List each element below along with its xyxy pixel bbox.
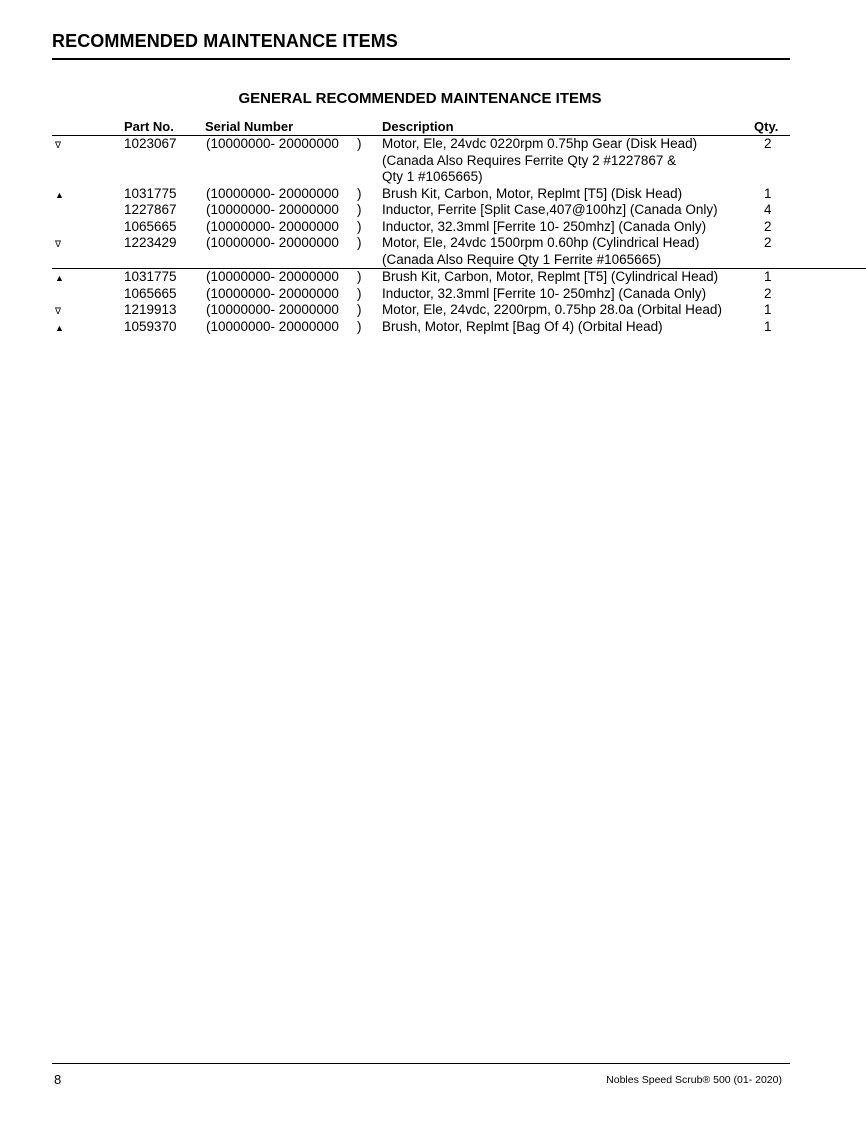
description-line: Brush Kit, Carbon, Motor, Replmt [T5] (Cylindrical Head) <box>382 269 719 284</box>
table-row <box>0 286 866 303</box>
part-number: 1227867 <box>124 202 177 217</box>
quantity: 2 <box>764 285 772 301</box>
quantity: 2 <box>764 136 772 151</box>
part-number: 1059370 <box>124 318 177 334</box>
description-line: Qty 1 #1065665) <box>382 169 483 184</box>
document-info: Nobles Speed Scrub® 500 (01- 2020) <box>606 1074 782 1086</box>
description <box>382 269 754 286</box>
replacement-marker-icon: ▲ <box>55 189 64 200</box>
description-line: Inductor, 32.3mml [Ferrite 10- 250mhz] (Canada Only) <box>382 285 707 301</box>
replacement-marker-icon: ∇ <box>55 140 62 150</box>
quantity: 4 <box>764 202 772 217</box>
serial-range-close: ) <box>357 318 362 334</box>
page-title: RECOMMENDED MAINTENANCE ITEMS <box>52 31 398 51</box>
description <box>382 136 754 186</box>
quantity: 1 <box>764 269 772 284</box>
footer-divider <box>52 1063 790 1064</box>
serial-range: (10000000- 20000000 <box>206 318 339 334</box>
table-row <box>0 219 866 236</box>
description <box>382 319 754 336</box>
part-number: 1023067 <box>124 136 177 151</box>
table-row <box>0 319 866 336</box>
serial-range: (10000000- 20000000 <box>206 136 339 151</box>
parts-table <box>0 136 866 335</box>
part-number: 1031775 <box>124 185 177 201</box>
part-number: 1223429 <box>124 235 177 250</box>
serial-range-close: ) <box>357 185 362 201</box>
page-number: 8 <box>54 1072 62 1087</box>
table-row <box>52 268 866 286</box>
serial-range: (10000000- 20000000 <box>206 218 339 234</box>
description-line: Motor, Ele, 24vdc 0220rpm 0.75hp Gear (Disk Head) <box>382 136 698 151</box>
table-row <box>0 202 866 219</box>
description <box>382 186 754 203</box>
description-line: Motor, Ele, 24vdc, 2200rpm, 0.75hp 28.0a (Orbital Head) <box>382 302 722 317</box>
replacement-marker-icon: ∇ <box>55 239 62 249</box>
column-header-qty: Qty. <box>754 119 779 134</box>
description-line: Brush, Motor, Replmt [Bag Of 4) (Orbital Head) <box>382 318 663 334</box>
header-divider <box>52 58 790 60</box>
description <box>382 202 754 219</box>
serial-range: (10000000- 20000000 <box>206 185 339 201</box>
table-row <box>0 302 866 319</box>
part-number: 1065665 <box>124 218 177 234</box>
serial-range: (10000000- 20000000 <box>206 302 339 317</box>
column-header-description: Description <box>382 119 454 134</box>
serial-range-close: ) <box>357 285 362 301</box>
part-number: 1031775 <box>124 269 177 284</box>
serial-range: (10000000- 20000000 <box>206 269 339 284</box>
serial-range-close: ) <box>357 302 362 317</box>
serial-range-close: ) <box>357 235 362 250</box>
quantity: 2 <box>764 235 772 250</box>
column-header-serial-number: Serial Number <box>205 119 294 134</box>
description-line: Motor, Ele, 24vdc 1500rpm 0.60hp (Cylindrical Head) <box>382 235 700 250</box>
replacement-marker-icon: ▲ <box>55 273 64 283</box>
description-line: Inductor, Ferrite [Split Case,407@100hz] (Canada Only) <box>382 202 718 217</box>
serial-range: (10000000- 20000000 <box>206 235 339 250</box>
quantity: 1 <box>764 185 772 201</box>
table-row <box>0 136 866 186</box>
description-line: Brush Kit, Carbon, Motor, Replmt [T5] (Disk Head) <box>382 185 683 201</box>
quantity: 2 <box>764 218 772 234</box>
quantity: 1 <box>764 318 772 334</box>
serial-range-close: ) <box>357 269 362 284</box>
table-row <box>0 235 866 268</box>
description <box>382 219 754 236</box>
table-row <box>0 186 866 203</box>
replacement-marker-icon: ▲ <box>55 322 64 333</box>
description-line: (Canada Also Requires Ferrite Qty 2 #1227867 & <box>382 152 677 168</box>
description <box>382 286 754 303</box>
description-line: (Canada Also Require Qty 1 Ferrite #1065665) <box>382 251 662 267</box>
quantity: 1 <box>764 302 772 317</box>
serial-range: (10000000- 20000000 <box>206 202 339 217</box>
part-number: 1065665 <box>124 285 177 301</box>
section-title: GENERAL RECOMMENDED MAINTENANCE ITEMS <box>238 90 602 107</box>
replacement-marker-icon: ∇ <box>55 306 62 316</box>
description <box>382 302 754 319</box>
serial-range-close: ) <box>357 136 362 151</box>
description <box>382 235 754 268</box>
serial-range: (10000000- 20000000 <box>206 285 339 301</box>
part-number: 1219913 <box>124 302 177 317</box>
serial-range-close: ) <box>357 218 362 234</box>
serial-range-close: ) <box>357 202 362 217</box>
description-line: Inductor, 32.3mml [Ferrite 10- 250mhz] (Canada Only) <box>382 218 707 234</box>
column-header-part-no: Part No. <box>124 119 174 134</box>
